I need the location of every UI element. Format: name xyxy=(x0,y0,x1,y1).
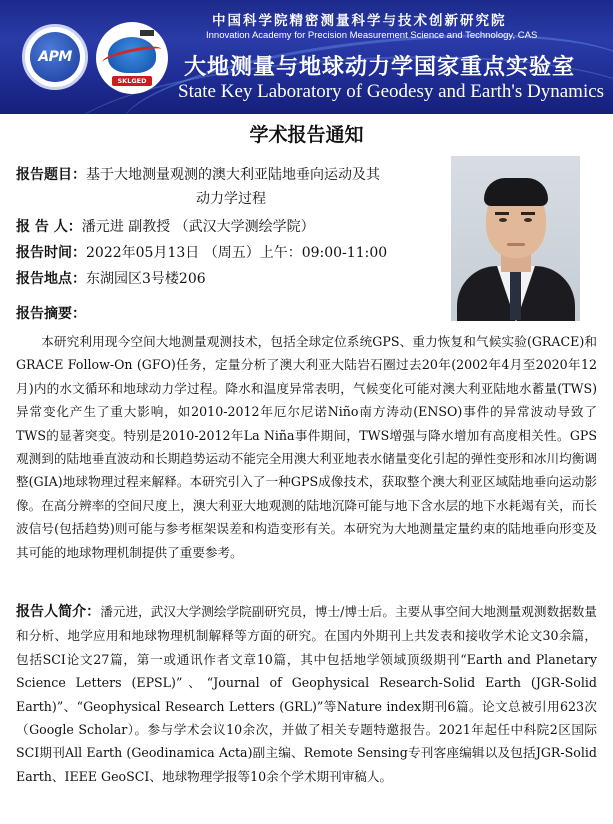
topic-value-line2: 动力学过程 xyxy=(196,191,266,207)
bio-label: 报告人简介： xyxy=(16,604,101,620)
institute-name-en: Innovation Academy for Precision Measurement Science and Technology, CAS xyxy=(206,30,538,41)
page-title: 学术报告通知 xyxy=(249,124,364,146)
abstract-text: 本研究利用现今空间大地测量观测技术，包括全球定位系统GPS、重力恢复和气候实验(GRACE)和GRACE Follow-On (GFO)任务，定量分析了澳大利亚大陆岩石圈过去20年(2002年4月至2020年12月)内的水文循环和地球动力学过程。降水和温度异常表明，气候变化可能对澳大利亚陆地水蓄量(TWS)异常变化产生了重大影响，如2010-2012年厄尔尼诺Niño南方涛动(ENSO)事件的异常波动导致了TWS的显著突变。特别是2010-2012年La Niña事件期间，TWS增强与降水增加有高度相关性。GPS观测到的陆地垂直波动和长期趋势运动不能完全用澳大利亚地表水储量变化引起的弹性变形和冰川均衡调整(GIA)地球物理过程来解释。本研究引入了一种GPS成像技术，获取整个澳大利亚区域陆地垂向运动影像。在高分辨率的空间尺度上，澳大利亚大地观测的陆地沉降可能与地下含水层的地下水耗竭有关，而长波信号(包括趋势)则可能与参考框架误差和构造变形有关。本研究为大地测量定量约束的陆地垂向形变及其可能的地球物理机制提供了重要参考。 xyxy=(16,334,597,560)
speaker-value: 潘元进 副教授 （武汉大学测绘学院） xyxy=(81,219,315,235)
speaker-photo xyxy=(451,156,580,321)
topic-value-line1: 基于大地测量观测的澳大利亚陆地垂向运动及其 xyxy=(86,167,380,183)
sklged-logo-icon xyxy=(96,22,168,94)
time-row xyxy=(16,241,387,265)
place-value: 东湖园区3号楼206 xyxy=(86,271,206,287)
apm-logo-text: APM xyxy=(38,49,72,65)
lab-name-en: State Key Laboratory of Geodesy and Earth's Dynamics xyxy=(178,81,605,102)
place-label: 报告地点： xyxy=(16,271,86,287)
globe-icon xyxy=(108,37,156,73)
abstract-label: 报告摘要： xyxy=(16,306,86,322)
speaker-row xyxy=(16,215,315,239)
topic-row-cont xyxy=(196,187,266,211)
topic-row xyxy=(16,163,380,187)
topic-label: 报告题目： xyxy=(16,167,86,183)
speaker-label: 报 告 人： xyxy=(16,219,82,235)
apm-logo-icon xyxy=(22,24,88,90)
speaker-bio xyxy=(16,600,597,788)
satellite-icon xyxy=(140,30,154,36)
institute-name-cn: 中国科学院精密测量科学与技术创新研究院 xyxy=(212,13,507,29)
time-label: 报告时间： xyxy=(16,245,86,261)
time-value: 2022年05月13日 （周五）上午：09:00-11:00 xyxy=(86,245,388,261)
header-banner xyxy=(0,0,613,114)
lab-name-cn: 大地测量与地球动力学国家重点实验室 xyxy=(184,54,576,80)
bio-text: 潘元进，武汉大学测绘学院副研究员，博士/博士后。主要从事空间大地测量观测数据数量和分析、地学应用和地球物理机制解释等方面的研究。在国内外期刊上共发表和接收学术论文30余篇，包括SCI论文27篇，第一或通讯作者文章10篇，其中包括地学领域顶级期刊“Earth and Planetary Science Letters (EPSL)”、“Journal of Geophysical Research-Solid Earth (JGR-Solid Earth)”、“Geophysical Research Letters (GRL)”等Nature index期刊6篇。论文总被引用623次（Google Scholar）。参与学术会议10余次，并做了相关专题特邀报告。2021年起任中科院2区国际SCI期刊All Earth (Geodinamica Acta)副主编、Remote Sensing专刊客座编辑以及包括JGR-Solid Earth、IEEE GeoSCI、地球物理学报等10余个学术期刊审稿人。 xyxy=(16,604,597,784)
place-row xyxy=(16,267,206,291)
sklged-logo-text: SKLGED xyxy=(112,76,151,86)
